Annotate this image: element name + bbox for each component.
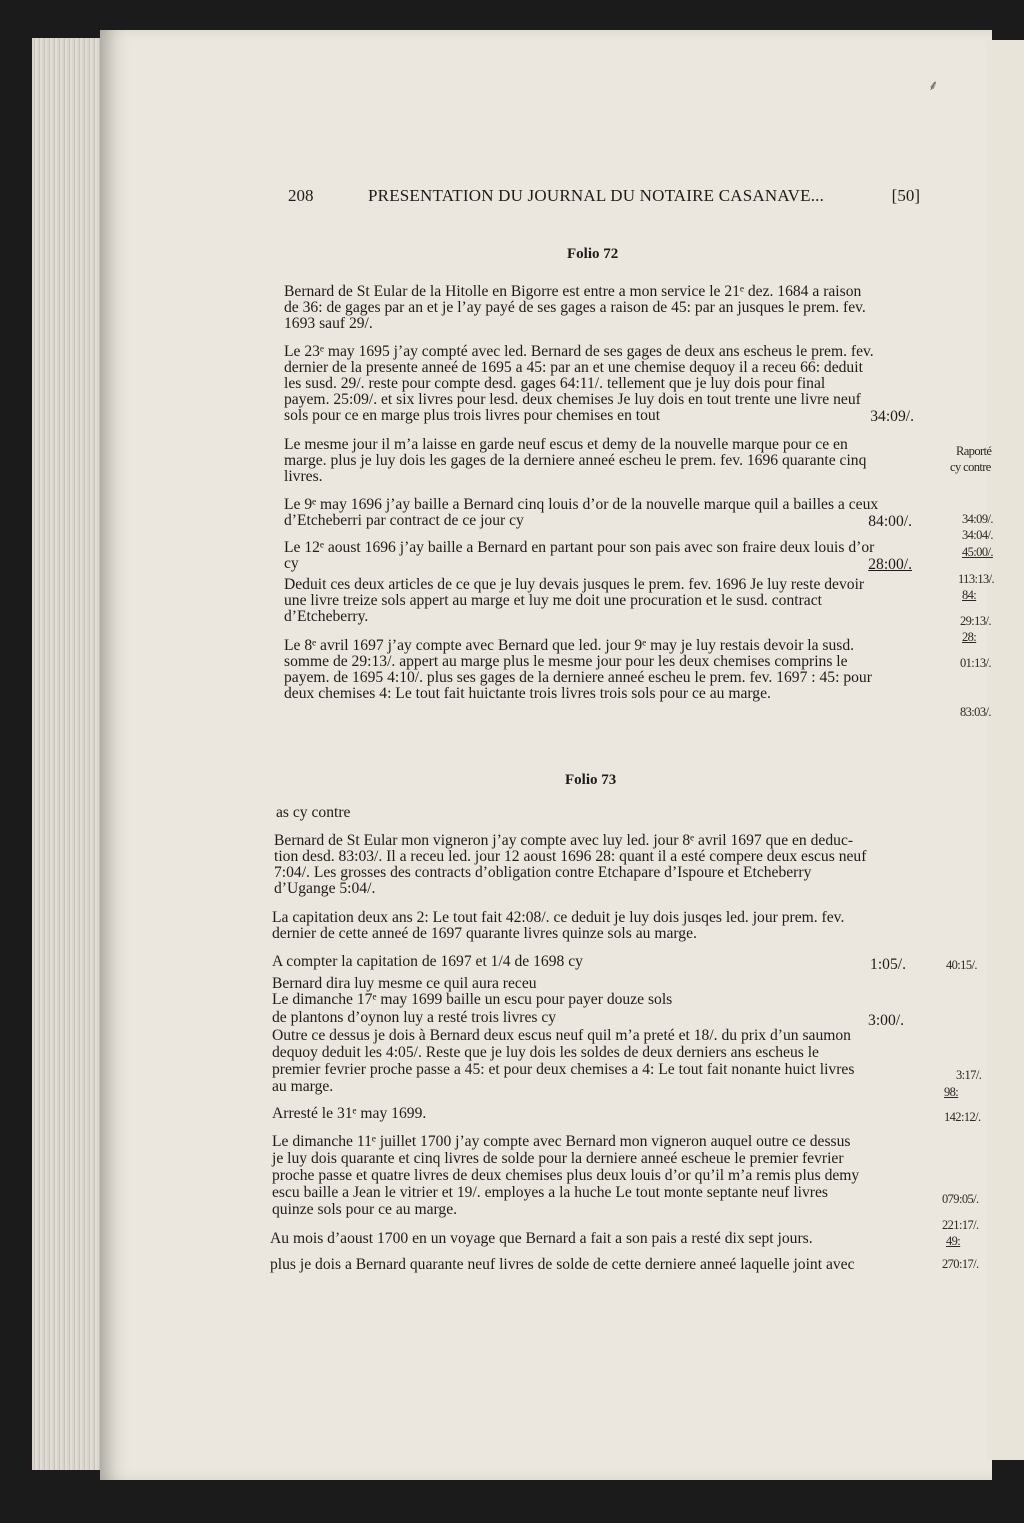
margin-amount: 01:13/.	[960, 656, 991, 670]
text-line: proche passe et quatre livres de deux chemises plus deux louis d’or qu’il m’a remis plus demy	[272, 1167, 860, 1184]
margin-amount: 84:	[962, 588, 977, 602]
text-line: 1693 sauf 29/.	[284, 315, 373, 332]
text-line: premier fevrier proche passe a 45: et pour deux chemises a 4: Le tout fait nonante huict livres	[272, 1061, 855, 1078]
running-header	[288, 186, 920, 210]
text-line: sols pour ce en marge plus trois livres pour chemises en tout	[284, 407, 661, 424]
text-line: Arresté le 31ᵉ may 1699.	[272, 1105, 427, 1122]
text-line: Outre ce dessus je dois à Bernard deux escus neuf quil m’a preté et 18/. du prix d’un saumon	[272, 1027, 851, 1044]
text-line: payem. de 1695 4:10/. plus ses gages de la derniere anneé escheu le prem. fev. 1697 : 45: pour	[284, 669, 872, 686]
text-line: Bernard de St Eular mon vigneron j’ay compte avec luy led. jour 8ᵉ avril 1697 que en deduc-	[274, 832, 854, 849]
margin-amount: 45:00/.	[962, 545, 993, 559]
margin-amount: 142:12/.	[944, 1110, 981, 1124]
amount: 28:00/.	[868, 556, 912, 573]
margin-amount: 49:	[946, 1234, 961, 1248]
text-line: une livre treize sols appert au marge et luy me doit une procuration et le susd. contract	[284, 592, 822, 609]
margin-amount: 34:09/.	[962, 512, 993, 526]
text-line: dernier de la presente anneé de 1695 a 45: par an et une chemise dequoy il a receu 66: deduit	[284, 359, 863, 376]
folio-72-heading: Folio 72	[567, 246, 619, 262]
text-line: Le mesme jour il m’a laisse en garde neuf escus et demy de la nouvelle marque pour ce en	[284, 436, 848, 453]
text-line: escu baille a Jean le vitrier et 19/. employes a la huche Le tout monte septante neuf livres	[272, 1184, 828, 1201]
text-line: dernier de cette anneé de 1697 quarante livres quinze sols au marge.	[272, 925, 697, 942]
text-line: de plantons d’oynon luy a resté trois livres cy	[272, 1009, 557, 1026]
amount: 34:09/.	[870, 408, 914, 425]
text-line: Le 23ᵉ may 1695 j’ay compté avec led. Bernard de ses gages de deux ans escheus le prem. fev.	[284, 343, 874, 360]
text-line: je luy dois quarante et cinq livres de solde pour la derniere anneé escheue le premier fevrier	[272, 1150, 844, 1167]
amount: 3:00/.	[868, 1012, 904, 1029]
text-line: payem. 25:09/. et six livres pour lesd. deux chemises Je luy dois en tout trente une livre neuf	[284, 391, 861, 408]
text-line: A compter la capitation de 1697 et 1/4 de 1698 cy	[272, 953, 583, 970]
ink-mark: ⸙	[928, 79, 939, 94]
text-line: plus je dois a Bernard quarante neuf livres de solde de cette derniere anneé laquelle joint avec	[270, 1256, 855, 1273]
folio-73-heading: Folio 73	[565, 772, 617, 788]
margin-amount: 3:17/.	[956, 1068, 982, 1082]
margin-amount: 270:17/.	[942, 1257, 979, 1271]
text-line: Bernard de St Eular de la Hitolle en Bigorre est entre a mon service le 21ᵉ dez. 1684 a raison	[284, 283, 862, 300]
text-line: d’Etcheberry.	[284, 608, 369, 625]
text-line: Deduit ces deux articles de ce que je luy devais jusques le prem. fev. 1696 Je luy reste devoir	[284, 576, 865, 593]
page-stack-edge	[32, 38, 102, 1470]
margin-amount: 29:13/.	[960, 614, 991, 628]
text-line: 7:04/. Les grosses des contracts d’obligation contre Etchapare d’Ispoure et Etcheberry	[274, 864, 812, 881]
text-line: au marge.	[272, 1078, 334, 1095]
text-line: somme de 29:13/. appert au marge plus le mesme jour pour les deux chemises comprins le	[284, 653, 848, 670]
margin-amount: 221:17/.	[942, 1218, 979, 1232]
page-number: 208	[288, 186, 314, 205]
text-line: d’Ugange 5:04/.	[274, 880, 376, 897]
text-line: dequoy deduit les 4:05/. Reste que je luy dois les soldes de deux derniers ans escheus le	[272, 1044, 819, 1061]
margin-amount: 83:03/.	[960, 705, 991, 719]
margin-cy-contre: cy contre	[950, 460, 991, 474]
facing-page-edge	[986, 40, 1024, 1460]
margin-amount: 28:	[962, 630, 977, 644]
text-line: Le 12ᵉ aoust 1696 j’ay baille a Bernard en partant pour son pais avec son fraire deux louis d’or	[284, 539, 875, 556]
margin-amount: 98:	[944, 1085, 959, 1099]
text-line: les susd. 29/. reste pour compte desd. gages 64:11/. tellement que je luy dois pour final	[284, 375, 826, 392]
text-line: deux chemises 4: Le tout fait huictante trois livres trois sols pour ce au marge.	[284, 685, 771, 702]
amount: 1:05/.	[870, 956, 906, 973]
text-line: Le dimanche 17ᵉ may 1699 baille un escu pour payer douze sols	[272, 991, 673, 1008]
margin-raporte: Raporté	[956, 444, 992, 458]
text-line: cy	[284, 555, 299, 572]
page-bracket-number: [50]	[891, 186, 920, 205]
text-line: La capitation deux ans 2: Le tout fait 42:08/. ce deduit je luy dois jusqes led. jour prem. fev.	[272, 909, 845, 926]
text-line: marge. plus je luy dois les gages de la derniere anneé escheu le prem. fev. 1696 quarante cinq	[284, 452, 867, 469]
margin-amount: 113:13/.	[958, 572, 995, 586]
text-line: Au mois d’aoust 1700 en un voyage que Bernard a fait a son pais a resté dix sept jours.	[270, 1230, 813, 1247]
margin-amount: 079:05/.	[942, 1192, 979, 1206]
text-line: Le dimanche 11ᵉ juillet 1700 j’ay compte avec Bernard mon vigneron auquel outre ce dessus	[272, 1133, 851, 1150]
text-line: Le 8ᵉ avril 1697 j’ay compte avec Bernard que led. jour 9ᵉ may je luy restais devoir la susd.	[284, 637, 855, 654]
amount: 84:00/.	[868, 513, 912, 530]
margin-amount: 40:15/.	[946, 958, 977, 972]
text-line: Le 9ᵉ may 1696 j’ay baille a Bernard cinq louis d’or de la nouvelle marque quil a bailles a ceux	[284, 496, 879, 513]
text-line: d’Etcheberri par contract de ce jour cy	[284, 512, 524, 529]
text-line: livres.	[284, 468, 323, 485]
text-line: quinze sols pour ce au marge.	[272, 1201, 458, 1218]
text-line: as cy contre	[276, 804, 351, 821]
margin-amount: 34:04/.	[962, 528, 993, 542]
text-line: Bernard dira luy mesme ce quil aura receu	[272, 975, 537, 992]
running-title: PRESENTATION DU JOURNAL DU NOTAIRE CASANAVE...	[368, 186, 825, 205]
text-line: de 36: de gages par an et je l’ay payé de ses gages a raison de 45: par an jusques le prem. fev.	[284, 299, 866, 316]
text-line: tion desd. 83:03/. Il a receu led. jour 12 aoust 1696 28: quant il a esté compere deux escus neuf	[274, 848, 867, 865]
